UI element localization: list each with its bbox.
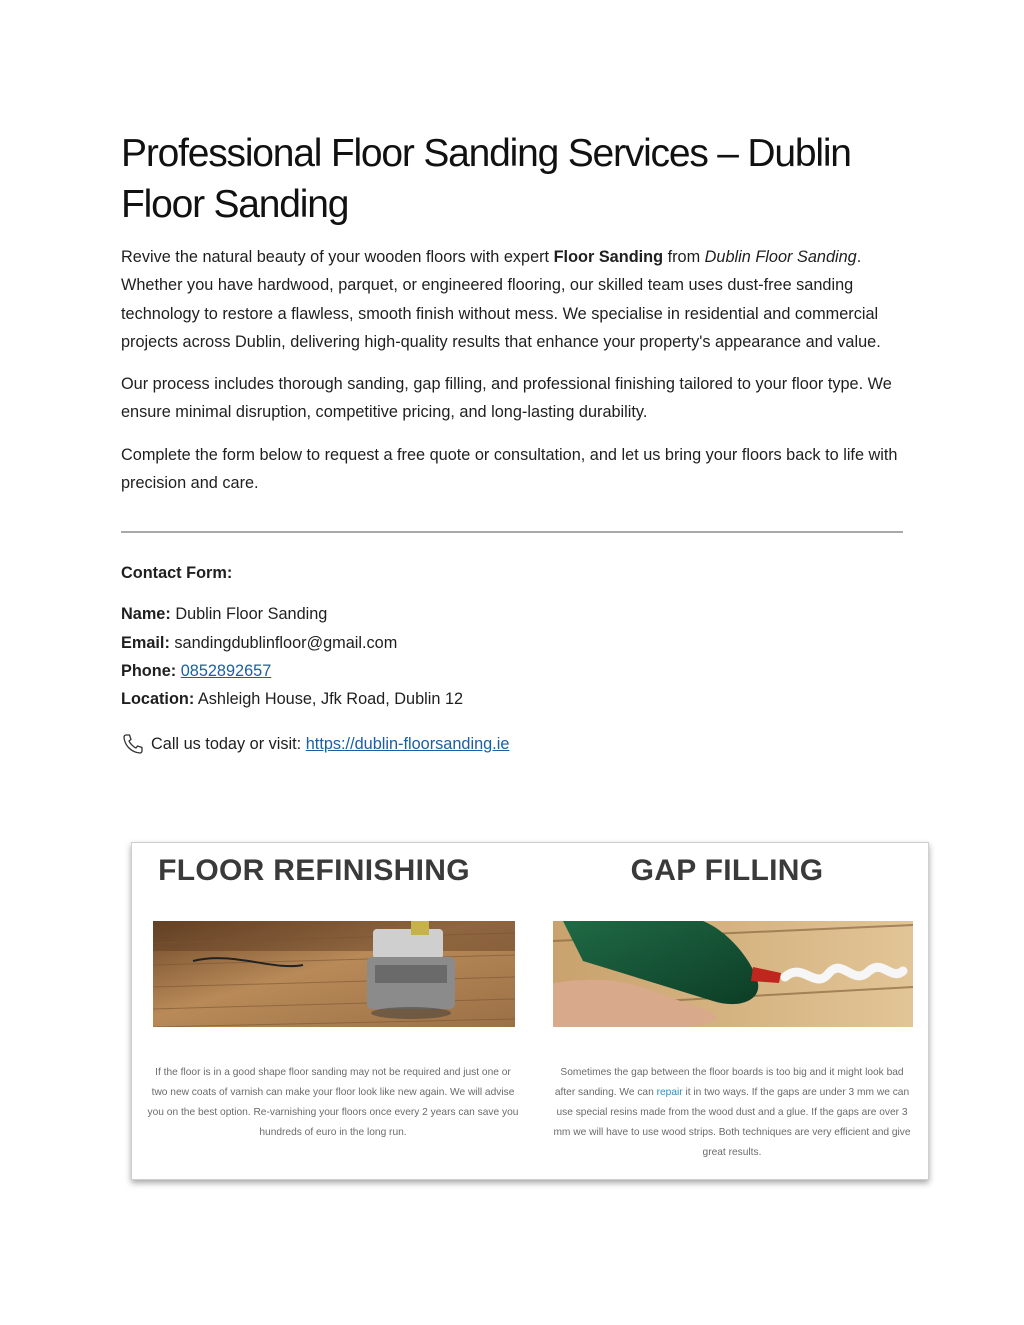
name-value: Dublin Floor Sanding — [175, 605, 328, 624]
location-value: Ashleigh House, Jfk Road, Dublin 12 — [197, 690, 464, 709]
email-value: sandingdublinfloor@gmail.com — [174, 633, 398, 652]
service-description-refinishing: If the floor is in a good shape floor sanding may not be required and just one or two new coats of varnish can make your floor look like new again. We will advise you on the best option. Re-varnishing your floors once every 2 years can save you hundreds of euro in the long run. — [147, 1067, 519, 1138]
website-link[interactable]: https://dublin-floorsanding.ie — [305, 734, 510, 753]
services-image-card — [131, 842, 929, 1180]
floor-refinishing-photo — [153, 921, 515, 1027]
intro-italic-company: Dublin Floor Sanding — [704, 248, 857, 266]
cta-paragraph: Complete the form below to request a free quote or consultation, and let us bring your floors back to life with precision and care. — [121, 445, 898, 493]
call-text: Call us today or visit: — [151, 734, 306, 753]
service-description-gap-filling — [549, 1063, 915, 1163]
gap-filling-photo — [553, 921, 913, 1027]
gap-description-start: Sometimes the gap between the floor boards is too big and it might look bad after sanding. We can — [554, 1067, 904, 1098]
intro-text-mid: from — [663, 248, 705, 266]
contact-form-heading: Contact Form: — [121, 564, 233, 583]
phone-label: Phone: — [121, 661, 177, 680]
name-label: Name: — [121, 605, 171, 624]
call-to-action — [121, 730, 903, 758]
main-content — [121, 128, 903, 758]
contact-location-row — [121, 685, 903, 713]
contact-details — [121, 600, 903, 713]
contact-name-row — [121, 600, 903, 628]
repair-link[interactable]: repair — [656, 1087, 683, 1098]
contact-phone-row — [121, 657, 903, 685]
section-divider — [121, 531, 903, 533]
process-paragraph: Our process includes thorough sanding, gap filling, and professional finishing tailored to your floor type. We ensure minimal disruption, competitive pricing, and long-lasting durability. — [121, 375, 892, 422]
phone-icon — [121, 732, 145, 756]
service-title-refinishing: FLOOR REFINISHING — [158, 854, 470, 887]
intro-text-start: Revive the natural beauty of your wooden floors with expert — [121, 248, 554, 266]
gap-description-end: it in two ways. If the gaps are under 3 mm we can use special resins made from the wood dust and a glue. If the gaps are over 3 mm we will have to use wood strips. Both techniques are very efficient and give great results. — [553, 1087, 911, 1158]
location-label: Location: — [121, 690, 195, 709]
service-title-gap-filling: GAP FILLING — [630, 854, 824, 887]
intro-bold-floor-sanding: Floor Sanding — [553, 248, 664, 266]
phone-link[interactable]: 0852892657 — [180, 661, 272, 680]
intro-paragraph — [121, 243, 903, 356]
intro-text-end: . Whether you have hardwood, parquet, or engineered flooring, our skilled team uses dust-free sanding technology to restore a flawless, smooth finish without mess. We specialise in residential and commercial projects across Dublin, delivering high-quality results that enhance your property's appearance and value. — [121, 248, 881, 351]
contact-email-row — [121, 629, 903, 657]
email-label: Email: — [121, 633, 170, 652]
page-title: Professional Floor Sanding Services – Dublin Floor Sanding — [121, 132, 851, 226]
